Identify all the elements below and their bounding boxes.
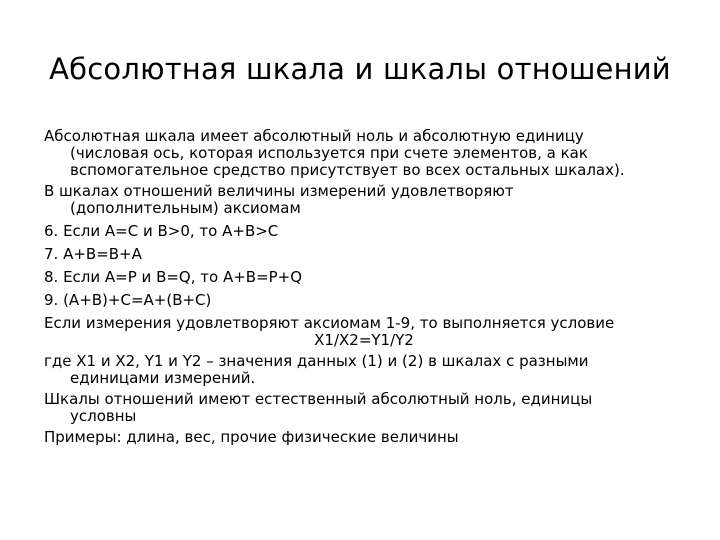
- text-line: 8. Если A=P и B=Q, то A+B=P+Q: [44, 268, 303, 286]
- text-line: Шкалы отношений имеют естественный абсолютный ноль, единицы: [44, 390, 593, 408]
- formula: X1/X2=Y1/Y2: [314, 331, 414, 349]
- text-line: где X1 и X2, Y1 и Y2 – значения данных (1) и (2) в шкалах с разными: [44, 352, 589, 370]
- slide-title: Абсолютная шкала и шкалы отношений: [49, 52, 671, 86]
- axiom-9: [44, 292, 684, 309]
- text-line: В шкалах отношений величины измерений удовлетворяют: [44, 182, 514, 200]
- paragraph-ratio-scales: [44, 183, 684, 217]
- text-line: 7. A+B=B+A: [44, 245, 142, 263]
- text-line: условны: [70, 407, 137, 425]
- slide-body: [44, 128, 684, 446]
- text-line: вспомогательное средство присутствует во всех остальных шкалах).: [70, 161, 625, 179]
- paragraph-condition: [44, 315, 684, 349]
- text-line: единицами измерений.: [70, 369, 256, 387]
- paragraph-examples: [44, 429, 684, 446]
- text-line: (дополнительным) аксиомам: [70, 199, 301, 217]
- text-line: Примеры: длина, вес, прочие физические величины: [44, 428, 459, 446]
- paragraph-where: [44, 353, 684, 387]
- axiom-7: [44, 246, 684, 263]
- axiom-6: [44, 223, 684, 240]
- text-line: Абсолютная шкала имеет абсолютный ноль и абсолютную единицу: [44, 127, 584, 145]
- text-line: Если измерения удовлетворяют аксиомам 1-9, то выполняется условие: [44, 314, 615, 332]
- text-line: 9. (A+B)+C=A+(B+C): [44, 291, 212, 309]
- text-line: (числовая ось, которая используется при счете элементов, а как: [70, 144, 588, 162]
- text-line: 6. Если A=C и B>0, то A+B>C: [44, 222, 279, 240]
- axiom-8: [44, 269, 684, 286]
- paragraph-natural-zero: [44, 391, 684, 425]
- paragraph-absolute-scale: [44, 128, 684, 179]
